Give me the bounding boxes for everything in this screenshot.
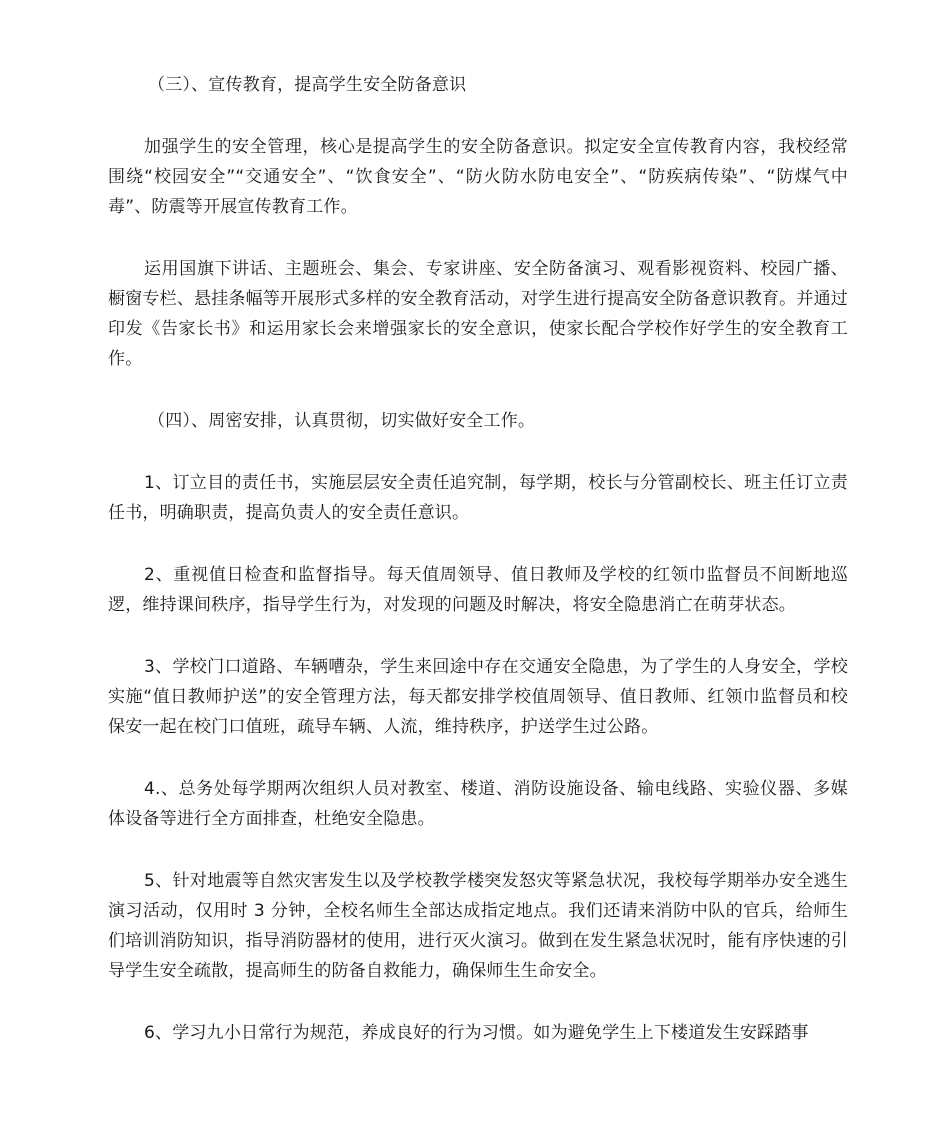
section-heading-4: （四）、周密安排，认真贯彻，切实做好安全工作。 <box>148 411 536 431</box>
section-heading-3: （三）、宣传教育，提高学生安全防备意识 <box>148 75 467 95</box>
document-page <box>108 70 848 1080</box>
list-item-4: 4.、总务处每学期两次组织人员对教室、楼道、消防设施设备、输电线路、实验仪器、多媒体设备等进行全方面排查，杜绝安全隐患。 <box>108 779 848 829</box>
list-item-5: 5、针对地震等自然灾害发生以及学校教学楼突发怒灾等紧急状况，我校每学期举办安全逃生演习活动，仅用时 3 分钟，全校名师生全部达成指定地点。我们还请来消防中队的官兵，给师生们培训消防知识，指导消防器材的使用，进行灭火演习。做到在发生紧急状况时，能有序快速的引导学生安全疏散，提高师生的防备自救能力，确保师生生命安全。 <box>108 871 848 981</box>
list-item-2: 2、重视值日检查和监督指导。每天值周领导、值日教师及学校的红领巾监督员不间断地巡逻，维持课间秩序，指导学生行为，对发现的问题及时解决，将安全隐患消亡在萌芽状态。 <box>108 565 848 615</box>
list-item-3: 3、学校门口道路、车辆嘈杂，学生来回途中存在交通安全隐患，为了学生的人身安全，学校实施“值日教师护送”的安全管理方法，每天都安排学校值周领导、值日教师、红领巾监督员和校保安一起在校门口值班，疏导车辆、人流，维持秩序，护送学生过公路。 <box>108 657 848 737</box>
paragraph-awareness: 加强学生的安全管理，核心是提高学生的安全防备意识。拟定安全宣传教育内容，我校经常围绕“校园安全”“交通安全”、“饮食安全”、“防火防水防电安全”、“防疾病传染”、“防煤气中毒”、防震等开展宣传教育工作。 <box>108 137 848 217</box>
list-item-6: 6、学习九小日常行为规范，养成良好的行为习惯。如为避免学生上下楼道发生安踩踏事 <box>144 1023 809 1043</box>
paragraph-activities: 运用国旗下讲话、主题班会、集会、专家讲座、安全防备演习、观看影视资料、校园广播、橱窗专栏、悬挂条幅等开展形式多样的安全教育活动，对学生进行提高安全防备意识教育。并通过印发《告家长书》和运用家长会来增强家长的安全意识，使家长配合学校作好学生的安全教育工作。 <box>108 259 848 369</box>
list-item-1: 1、订立目的责任书，实施层层安全责任追究制，每学期，校长与分管副校长、班主任订立责任书，明确职责，提高负责人的安全责任意识。 <box>108 473 848 523</box>
